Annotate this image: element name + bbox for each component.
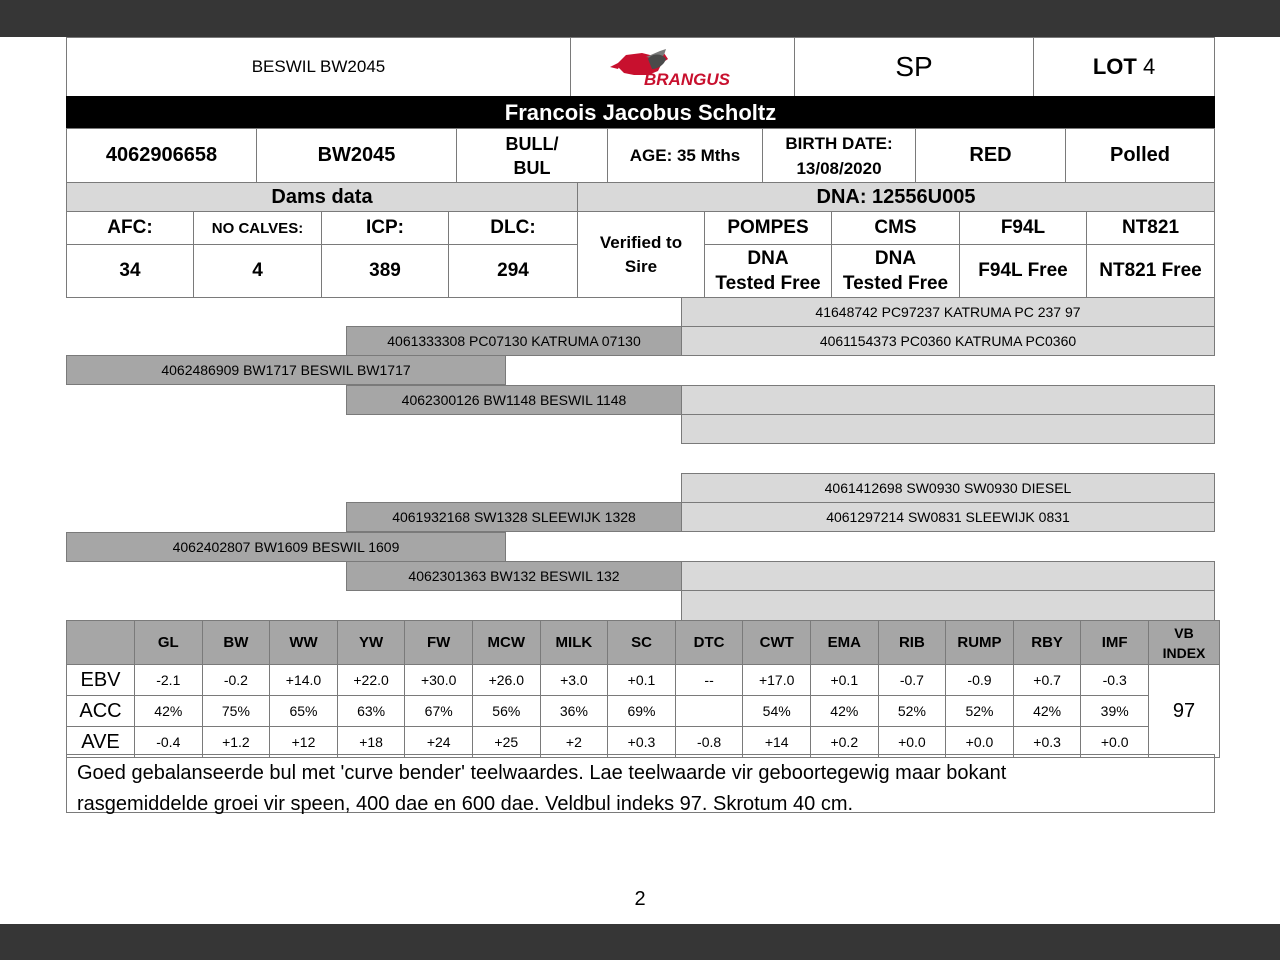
ebv-acc-rump-text: 52% bbox=[965, 703, 994, 719]
ebv-col-ww-text: WW bbox=[289, 634, 318, 651]
horn-status-text: Polled bbox=[1109, 144, 1170, 166]
ebv-ave-cwt-text: +14 bbox=[764, 734, 789, 750]
ebv-col-ema-text: EMA bbox=[827, 634, 861, 651]
ebv-col-gl bbox=[134, 620, 203, 665]
icp-value bbox=[321, 244, 449, 298]
ebv-col-milk-text: MILK bbox=[555, 634, 593, 651]
ebv-ebv-yw bbox=[337, 664, 406, 696]
ebv-ebv-fw bbox=[404, 664, 473, 696]
ebv-ebv-ww bbox=[269, 664, 338, 696]
afc-value-text: 34 bbox=[119, 260, 141, 281]
logo-text: BRANGUS bbox=[643, 70, 730, 89]
lot bbox=[1033, 37, 1215, 97]
pedigree-dam-sire-sire bbox=[681, 473, 1215, 503]
ebv-acc-rib-text: 52% bbox=[897, 703, 926, 719]
pedigree-sire-sire-text: 4061333308 PC07130 KATRUMA 07130 bbox=[387, 333, 641, 349]
pedigree-dam-sire-text: 4061932168 SW1328 SLEEWIJK 1328 bbox=[392, 509, 636, 525]
brangus-logo bbox=[570, 37, 795, 97]
ebv-acc-sc bbox=[607, 695, 676, 727]
ebv-ave-sc-text: +0.3 bbox=[627, 734, 656, 750]
dlc-value bbox=[448, 244, 578, 298]
birth-date bbox=[762, 128, 916, 183]
ebv-col-fw-text: FW bbox=[427, 634, 451, 651]
age bbox=[607, 128, 763, 183]
ebv-col-imf-text: IMF bbox=[1101, 634, 1128, 651]
ebv-ebv-rump bbox=[945, 664, 1014, 696]
pompes-label bbox=[704, 211, 832, 245]
cms-label bbox=[831, 211, 960, 245]
ebv-col-ww bbox=[269, 620, 338, 665]
ebv-acc-ww-text: 65% bbox=[289, 703, 318, 719]
ebv-ebv-ema-text: +0.1 bbox=[830, 672, 859, 688]
ebv-acc-fw-text: 67% bbox=[424, 703, 453, 719]
ebv-ebv-rby bbox=[1013, 664, 1082, 696]
ebv-col-mcw-text: MCW bbox=[487, 634, 526, 651]
ebv-ave-fw-text: +24 bbox=[426, 734, 451, 750]
ebv-ave-gl-text: -0.4 bbox=[156, 734, 181, 750]
ebv-ebv-milk-text: +3.0 bbox=[560, 672, 588, 688]
ebv-row-label-ave-text: AVE bbox=[81, 730, 120, 753]
ebv-ebv-ww-text: +14.0 bbox=[285, 672, 322, 688]
ebv-acc-dtc bbox=[675, 695, 744, 727]
ebv-acc-ema-text: 42% bbox=[830, 703, 859, 719]
pedigree-sire-dam-text: 4062300126 BW1148 BESWIL 1148 bbox=[401, 392, 627, 408]
horn-status bbox=[1065, 128, 1215, 183]
no-calves-value-text: 4 bbox=[252, 260, 263, 281]
ebv-acc-imf bbox=[1080, 695, 1149, 727]
ebv-ave-imf-text: +0.0 bbox=[1100, 734, 1129, 750]
ebv-ave-mcw-text: +25 bbox=[494, 734, 519, 750]
ebv-ebv-sc bbox=[607, 664, 676, 696]
category bbox=[794, 37, 1034, 97]
ebv-ebv-milk bbox=[540, 664, 609, 696]
pedigree-dam-dam bbox=[346, 561, 682, 591]
afc-label bbox=[66, 211, 194, 245]
sex bbox=[456, 128, 608, 183]
icp-label-text: ICP: bbox=[366, 217, 404, 238]
pedigree-dam-text: 4062402807 BW1609 BESWIL 1609 bbox=[172, 539, 400, 555]
pompes-label-text: POMPES bbox=[727, 217, 809, 238]
ebv-col-mcw bbox=[472, 620, 541, 665]
ebv-ave-ww-text: +12 bbox=[291, 734, 316, 750]
ebv-ebv-ema bbox=[810, 664, 879, 696]
ebv-ebv-yw-text: +22.0 bbox=[353, 672, 389, 688]
pedigree-sire-sire-dam bbox=[681, 326, 1215, 356]
birth-date-label: BIRTH DATE: bbox=[785, 133, 893, 153]
ebv-header-corner bbox=[66, 620, 135, 665]
ebv-ave-rby-text: +0.3 bbox=[1033, 734, 1061, 750]
ebv-ebv-rib-text: -0.7 bbox=[899, 672, 924, 688]
ebv-acc-imf-text: 39% bbox=[1100, 703, 1129, 719]
nt821-label-text: NT821 bbox=[1121, 217, 1180, 238]
animal-code-text: BW2045 bbox=[317, 144, 396, 166]
ebv-col-rib-text: RIB bbox=[898, 634, 925, 651]
lot-label: LOT bbox=[1092, 54, 1137, 79]
pedigree-sire-text: 4062486909 BW1717 BESWIL BW1717 bbox=[161, 362, 411, 378]
ebv-col-yw-text: YW bbox=[359, 634, 384, 651]
pedigree-sire-dam-dam bbox=[681, 414, 1215, 444]
ebv-ebv-bw bbox=[202, 664, 271, 696]
registration-number bbox=[66, 128, 257, 183]
icp-value-text: 389 bbox=[369, 260, 401, 281]
age-text: AGE: 35 Mths bbox=[629, 145, 741, 165]
dna-title bbox=[577, 182, 1215, 212]
cms-value bbox=[831, 244, 960, 298]
ebv-ebv-mcw-text: +26.0 bbox=[488, 672, 525, 688]
ebv-ebv-cwt bbox=[742, 664, 811, 696]
top-frame-bar bbox=[0, 0, 1280, 37]
ebv-col-bw-text: BW bbox=[223, 634, 249, 651]
dlc-label-text: DLC: bbox=[490, 217, 536, 238]
ebv-ebv-gl bbox=[134, 664, 203, 696]
ebv-col-imf bbox=[1080, 620, 1149, 665]
f94l-label-text: F94L bbox=[1000, 217, 1046, 238]
ebv-row-label-ebv bbox=[66, 664, 135, 696]
ebv-col-rump bbox=[945, 620, 1014, 665]
ebv-col-dtc-text: DTC bbox=[693, 634, 725, 651]
page-number: 2 bbox=[634, 888, 646, 910]
ebv-acc-bw bbox=[202, 695, 271, 727]
pedigree-dam-dam-text: 4062301363 BW132 BESWIL 132 bbox=[408, 568, 620, 584]
ebv-acc-sc-text: 69% bbox=[627, 703, 656, 719]
ebv-acc-fw bbox=[404, 695, 473, 727]
ebv-acc-mcw bbox=[472, 695, 541, 727]
registration-number-text: 4062906658 bbox=[105, 144, 218, 166]
ebv-ebv-gl-text: -2.1 bbox=[156, 672, 181, 688]
ebv-ebv-dtc-text: -- bbox=[704, 672, 714, 688]
ebv-ebv-rib bbox=[878, 664, 947, 696]
dna-title-text: DNA: 12556U005 bbox=[816, 185, 976, 208]
vb-index-header bbox=[1148, 620, 1220, 665]
no-calves-label-text: NO CALVES: bbox=[211, 219, 304, 237]
ebv-col-milk bbox=[540, 620, 609, 665]
verified-line2: Sire bbox=[624, 256, 658, 276]
dlc-value-text: 294 bbox=[497, 260, 529, 281]
vb-index-value bbox=[1148, 664, 1220, 758]
ebv-acc-gl bbox=[134, 695, 203, 727]
pedigree-sire-sire-sire-text: 41648742 PC97237 KATRUMA PC 237 97 bbox=[815, 304, 1081, 320]
ebv-ave-milk-text: +2 bbox=[565, 734, 582, 750]
ebv-col-bw bbox=[202, 620, 271, 665]
pompes-value-line2: Tested Free bbox=[715, 273, 821, 294]
pompes-value bbox=[704, 244, 832, 298]
pedigree-dam-sire-dam bbox=[681, 502, 1215, 532]
ebv-ave-yw-text: +18 bbox=[359, 734, 383, 750]
no-calves-value bbox=[193, 244, 322, 298]
ebv-row-label-ebv-text: EBV bbox=[80, 668, 121, 691]
animal-id bbox=[66, 37, 571, 97]
nt821-value-text: NT821 Free bbox=[1099, 260, 1202, 281]
afc-label-text: AFC: bbox=[107, 217, 153, 238]
dlc-label bbox=[448, 211, 578, 245]
ebv-col-ema bbox=[810, 620, 879, 665]
ebv-col-sc bbox=[607, 620, 676, 665]
nt821-value bbox=[1086, 244, 1215, 298]
pedigree-dam-dam-dam bbox=[681, 590, 1215, 621]
cms-label-text: CMS bbox=[874, 217, 917, 238]
ebv-ebv-imf-text: -0.3 bbox=[1102, 672, 1127, 688]
birth-date-value: 13/08/2020 bbox=[796, 158, 882, 178]
ebv-col-cwt-text: CWT bbox=[759, 634, 794, 651]
ebv-acc-milk-text: 36% bbox=[559, 703, 588, 719]
ebv-col-rby bbox=[1013, 620, 1082, 665]
ebv-col-cwt bbox=[742, 620, 811, 665]
vb-index-header-line1: VB bbox=[1174, 624, 1194, 641]
cms-value-line1: DNA bbox=[874, 248, 917, 269]
pedigree-sire-dam bbox=[346, 385, 682, 415]
dams-data-title-text: Dams data bbox=[271, 185, 373, 208]
ebv-col-sc-text: SC bbox=[631, 634, 652, 651]
ebv-acc-rib bbox=[878, 695, 947, 727]
ebv-acc-yw bbox=[337, 695, 406, 727]
f94l-label bbox=[959, 211, 1087, 245]
dams-data-title bbox=[66, 182, 578, 212]
verified-line1: Verified to bbox=[599, 232, 683, 252]
ebv-ebv-fw-text: +30.0 bbox=[420, 672, 457, 688]
breeder-name-text: Francois Jacobus Scholtz bbox=[504, 99, 777, 125]
ebv-ebv-rby-text: +0.7 bbox=[1033, 672, 1061, 688]
ebv-ave-rib-text: +0.0 bbox=[898, 734, 926, 750]
animal-id-text: BESWIL BW2045 bbox=[251, 57, 386, 76]
comments-line1: Goed gebalanseerde bul met 'curve bender' teelwaardes. Lae teelwaarde vir geboortegewig maar bokant bbox=[77, 762, 1007, 784]
animal-code bbox=[256, 128, 457, 183]
ebv-ebv-sc-text: +0.1 bbox=[627, 672, 656, 688]
ebv-acc-rby bbox=[1013, 695, 1082, 727]
ebv-ebv-bw-text: -0.2 bbox=[223, 672, 248, 688]
pedigree-sire-sire bbox=[346, 326, 682, 356]
breeder-name bbox=[66, 96, 1215, 129]
pedigree-sire bbox=[66, 355, 506, 385]
sex-line1: BULL/ bbox=[505, 133, 559, 154]
verified-to-sire bbox=[577, 211, 705, 298]
pedigree-sire-sire-sire bbox=[681, 297, 1215, 327]
category-text: SP bbox=[895, 51, 933, 82]
ebv-ave-ema-text: +0.2 bbox=[830, 734, 859, 750]
ebv-acc-milk bbox=[540, 695, 609, 727]
ebv-acc-yw-text: 63% bbox=[357, 703, 386, 719]
pedigree-dam-sire-sire-text: 4061412698 SW0930 SW0930 DIESEL bbox=[824, 480, 1072, 496]
ebv-acc-cwt-text: 54% bbox=[762, 703, 791, 719]
f94l-value-text: F94L Free bbox=[978, 260, 1068, 281]
ebv-col-yw bbox=[337, 620, 406, 665]
nt821-label bbox=[1086, 211, 1215, 245]
ebv-col-dtc bbox=[675, 620, 744, 665]
cms-value-line2: Tested Free bbox=[842, 273, 949, 294]
ebv-acc-rump bbox=[945, 695, 1014, 727]
ebv-ebv-imf bbox=[1080, 664, 1149, 696]
pompes-value-line1: DNA bbox=[747, 248, 789, 269]
ebv-acc-mcw-text: 56% bbox=[492, 703, 521, 719]
ebv-acc-gl-text: 42% bbox=[154, 703, 183, 719]
ebv-col-rump-text: RUMP bbox=[957, 634, 1002, 651]
f94l-value bbox=[959, 244, 1087, 298]
comments-line2: rasgemiddelde groei vir speen, 400 dae en 600 dae. Veldbul indeks 97. Skrotum 40 cm. bbox=[77, 793, 854, 815]
ebv-ebv-cwt-text: +17.0 bbox=[758, 672, 795, 688]
brangus-logo-icon bbox=[608, 45, 758, 89]
ebv-ave-dtc-text: -0.8 bbox=[697, 734, 722, 750]
ebv-acc-ww bbox=[269, 695, 338, 727]
ebv-col-gl-text: GL bbox=[157, 634, 179, 651]
ebv-ebv-mcw bbox=[472, 664, 541, 696]
ebv-table bbox=[66, 620, 1215, 755]
color-text: RED bbox=[969, 144, 1012, 166]
color bbox=[915, 128, 1066, 183]
pedigree-sire-sire-dam-text: 4061154373 PC0360 KATRUMA PC0360 bbox=[819, 333, 1077, 349]
pedigree-sire-dam-sire bbox=[681, 385, 1215, 415]
ebv-ave-bw-text: +1.2 bbox=[222, 734, 250, 750]
afc-value bbox=[66, 244, 194, 298]
ebv-row-label-acc-text: ACC bbox=[79, 699, 122, 722]
ebv-acc-bw-text: 75% bbox=[221, 703, 250, 719]
ebv-ebv-rump-text: -0.9 bbox=[967, 672, 992, 688]
ebv-acc-cwt bbox=[742, 695, 811, 727]
bottom-frame-bar bbox=[0, 924, 1280, 960]
lot-number: 4 bbox=[1142, 54, 1156, 79]
comments bbox=[66, 754, 1215, 813]
no-calves-label bbox=[193, 211, 322, 245]
ebv-col-rby-text: RBY bbox=[1031, 634, 1063, 651]
icp-label bbox=[321, 211, 449, 245]
pedigree-dam bbox=[66, 532, 506, 562]
ebv-col-fw bbox=[404, 620, 473, 665]
ebv-col-rib bbox=[878, 620, 947, 665]
vb-index-header-line2: INDEX bbox=[1162, 644, 1206, 661]
sex-line2: BUL bbox=[513, 157, 551, 178]
vb-index-value-text: 97 bbox=[1172, 699, 1196, 722]
ebv-acc-ema bbox=[810, 695, 879, 727]
ebv-acc-rby-text: 42% bbox=[1033, 703, 1062, 719]
pedigree-dam-sire-dam-text: 4061297214 SW0831 SLEEWIJK 0831 bbox=[826, 509, 1070, 525]
pedigree-dam-dam-sire bbox=[681, 561, 1215, 591]
ebv-ave-rump-text: +0.0 bbox=[965, 734, 994, 750]
pedigree-dam-sire bbox=[346, 502, 682, 532]
ebv-ebv-dtc bbox=[675, 664, 744, 696]
ebv-row-label-acc bbox=[66, 695, 135, 727]
